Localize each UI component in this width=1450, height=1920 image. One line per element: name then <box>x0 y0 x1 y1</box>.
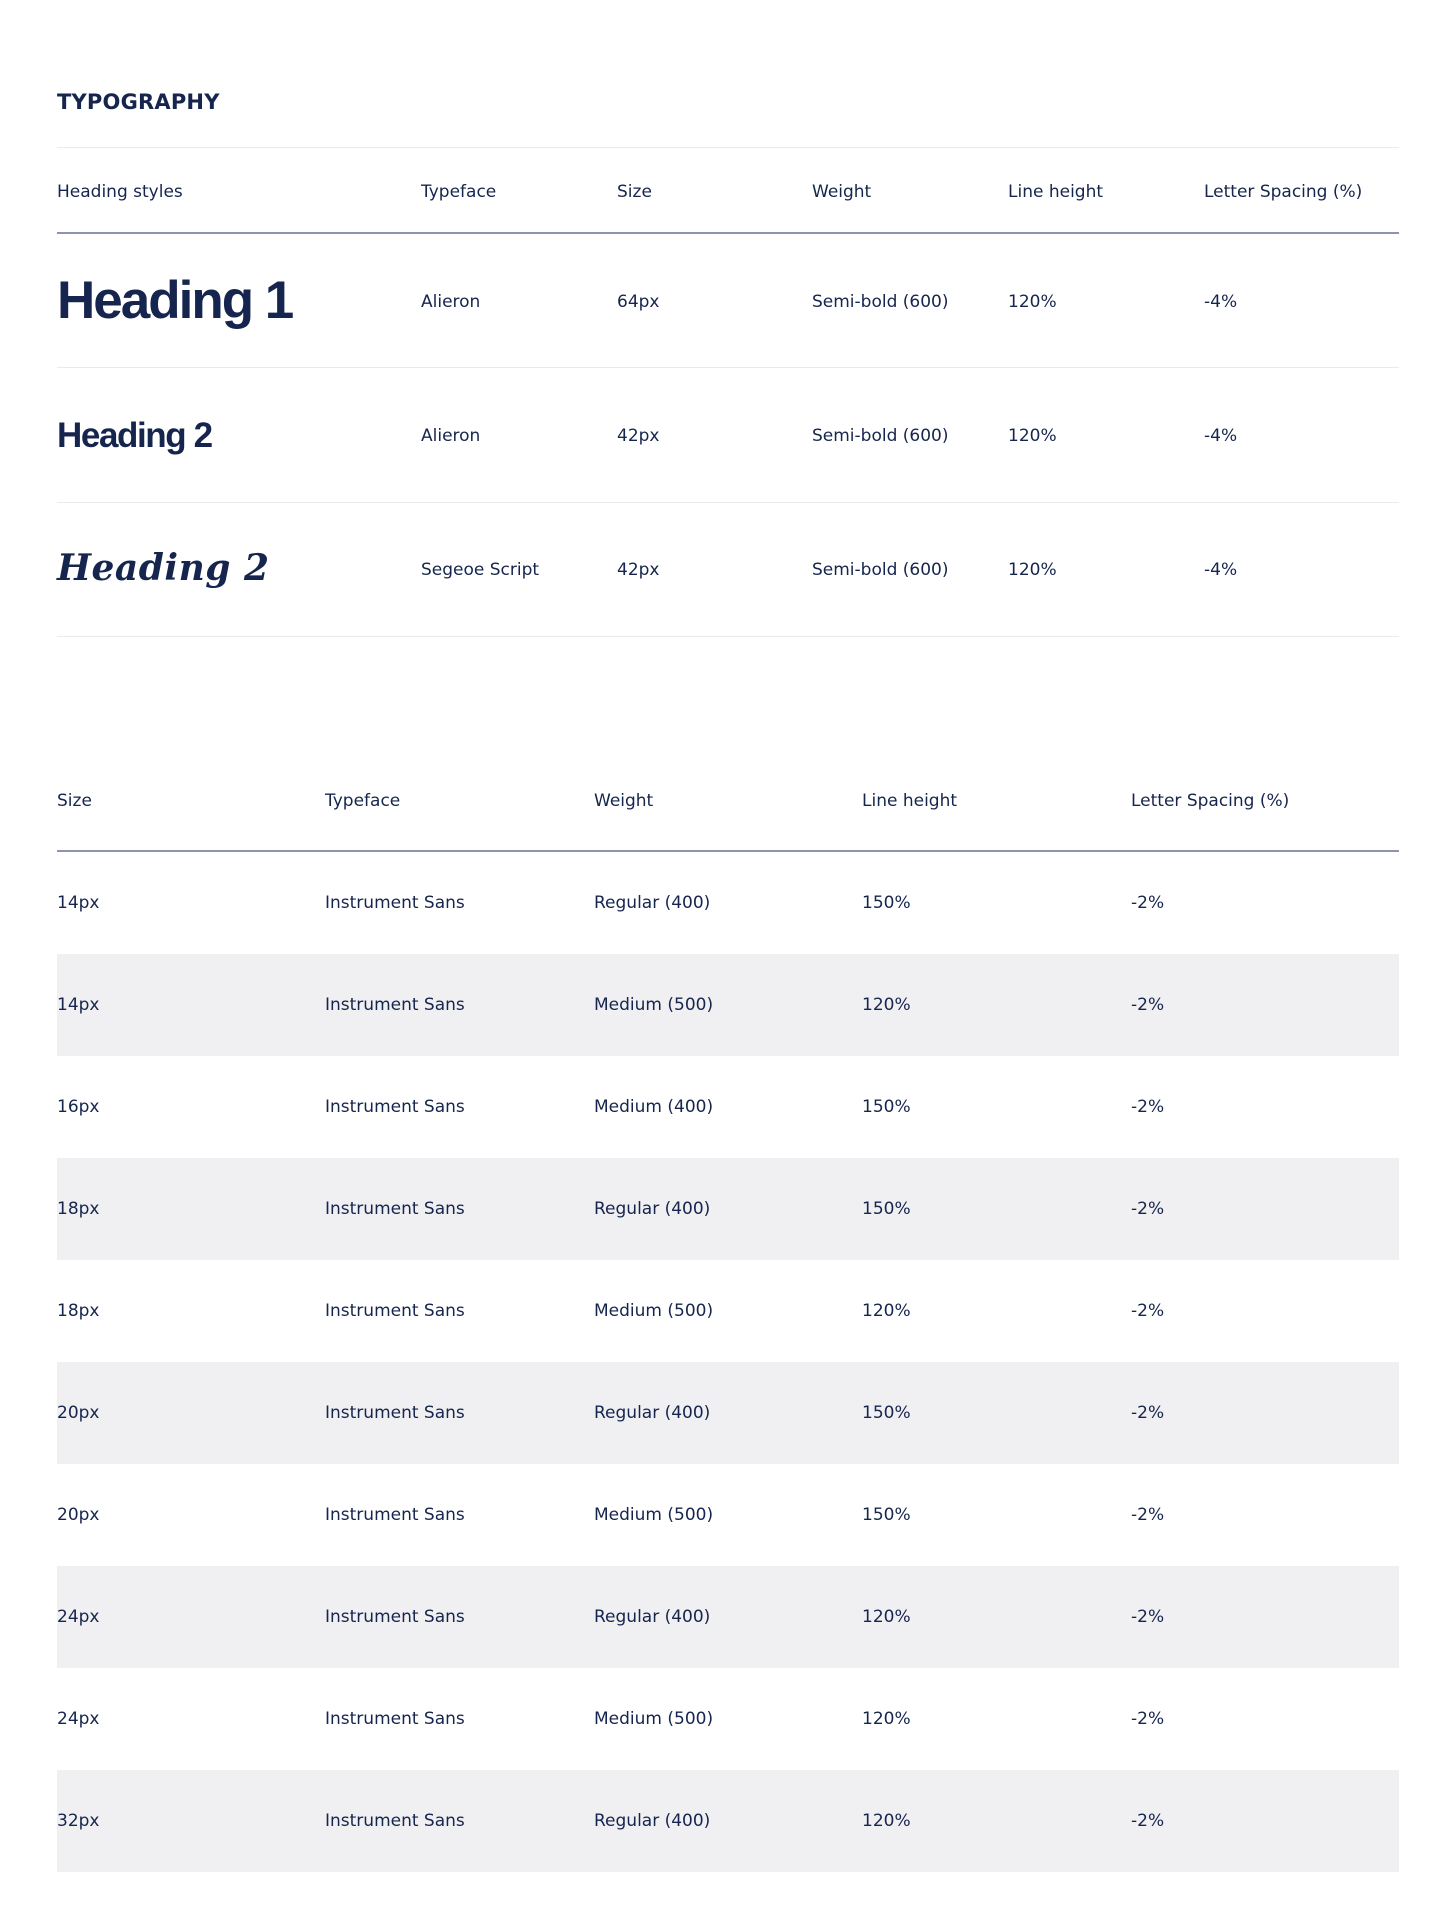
section-title: TYPOGRAPHY <box>57 90 220 114</box>
weight-cell: Regular (400) <box>594 1403 711 1423</box>
typeface-cell: Segeoe Script <box>421 560 540 580</box>
line-height-cell: 150% <box>862 1403 911 1423</box>
heading-1-sample: Heading 1 <box>57 271 293 330</box>
line-height-cell: 150% <box>862 1097 911 1117</box>
letter-spacing-cell: -2% <box>1131 893 1165 913</box>
letter-spacing-cell: -2% <box>1131 1607 1165 1627</box>
weight-cell: Medium (500) <box>594 1505 714 1525</box>
weight-cell: Medium (500) <box>594 1301 714 1321</box>
table-row <box>57 1464 1399 1566</box>
header-weight: Weight <box>594 791 654 811</box>
size-cell: 14px <box>57 893 100 913</box>
heading-2-sample: Heading 2 <box>57 416 212 455</box>
size-cell: 16px <box>57 1097 100 1117</box>
typeface-cell: Instrument Sans <box>325 1505 465 1525</box>
size-cell: 18px <box>57 1199 100 1219</box>
header-typeface: Typeface <box>421 182 497 202</box>
typeface-cell: Instrument Sans <box>325 995 465 1015</box>
table-row <box>57 1158 1399 1260</box>
line-height-cell: 150% <box>862 1199 911 1219</box>
size-cell: 42px <box>617 426 660 446</box>
line-height-cell: 120% <box>862 1811 911 1831</box>
letter-spacing-cell: -4% <box>1204 292 1238 312</box>
typeface-cell: Instrument Sans <box>325 1199 465 1219</box>
header-weight: Weight <box>812 182 872 202</box>
letter-spacing-cell: -2% <box>1131 1403 1165 1423</box>
typeface-cell: Instrument Sans <box>325 1097 465 1117</box>
typeface-cell: Instrument Sans <box>325 893 465 913</box>
typeface-cell: Instrument Sans <box>325 1811 465 1831</box>
header-line-height: Line height <box>862 791 958 811</box>
header-typeface: Typeface <box>325 791 401 811</box>
weight-cell: Semi-bold (600) <box>812 560 949 580</box>
line-height-cell: 150% <box>862 893 911 913</box>
size-cell: 32px <box>57 1811 100 1831</box>
letter-spacing-cell: -2% <box>1131 1199 1165 1219</box>
typeface-cell: Alieron <box>421 426 481 446</box>
line-height-cell: 120% <box>1008 426 1057 446</box>
size-cell: 24px <box>57 1607 100 1627</box>
table-row <box>57 852 1399 954</box>
header-size: Size <box>617 182 652 202</box>
header-divider <box>57 232 1399 234</box>
typeface-cell: Alieron <box>421 292 481 312</box>
size-cell: 20px <box>57 1505 100 1525</box>
letter-spacing-cell: -2% <box>1131 1811 1165 1831</box>
table-row <box>57 1566 1399 1668</box>
line-height-cell: 120% <box>1008 292 1057 312</box>
table-row <box>57 954 1399 1056</box>
line-height-cell: 120% <box>862 1301 911 1321</box>
divider <box>57 147 1399 148</box>
table-row <box>57 1770 1399 1872</box>
size-cell: 42px <box>617 560 660 580</box>
row-divider <box>57 367 1399 368</box>
letter-spacing-cell: -4% <box>1204 560 1238 580</box>
header-line-height: Line height <box>1008 182 1104 202</box>
size-cell: 20px <box>57 1403 100 1423</box>
size-cell: 18px <box>57 1301 100 1321</box>
weight-cell: Regular (400) <box>594 1811 711 1831</box>
weight-cell: Regular (400) <box>594 1199 711 1219</box>
typeface-cell: Instrument Sans <box>325 1709 465 1729</box>
table-row <box>57 1362 1399 1464</box>
letter-spacing-cell: -4% <box>1204 426 1238 446</box>
line-height-cell: 120% <box>1008 560 1057 580</box>
weight-cell: Medium (500) <box>594 995 714 1015</box>
letter-spacing-cell: -2% <box>1131 1709 1165 1729</box>
row-divider <box>57 502 1399 503</box>
table-row <box>57 1260 1399 1362</box>
letter-spacing-cell: -2% <box>1131 1301 1165 1321</box>
letter-spacing-cell: -2% <box>1131 1097 1165 1117</box>
weight-cell: Semi-bold (600) <box>812 292 949 312</box>
line-height-cell: 120% <box>862 1607 911 1627</box>
weight-cell: Medium (400) <box>594 1097 714 1117</box>
letter-spacing-cell: -2% <box>1131 1505 1165 1525</box>
letter-spacing-cell: -2% <box>1131 995 1165 1015</box>
header-letter-spacing: Letter Spacing (%) <box>1204 182 1363 202</box>
typeface-cell: Instrument Sans <box>325 1607 465 1627</box>
weight-cell: Medium (500) <box>594 1709 714 1729</box>
size-cell: 64px <box>617 292 660 312</box>
table-row <box>57 1668 1399 1770</box>
typeface-cell: Instrument Sans <box>325 1301 465 1321</box>
heading-2-script-sample: Heading 2 <box>57 547 270 589</box>
size-cell: 24px <box>57 1709 100 1729</box>
table-row <box>57 1056 1399 1158</box>
weight-cell: Regular (400) <box>594 893 711 913</box>
header-heading-styles: Heading styles <box>57 182 183 202</box>
weight-cell: Semi-bold (600) <box>812 426 949 446</box>
row-divider <box>57 636 1399 637</box>
header-letter-spacing: Letter Spacing (%) <box>1131 791 1290 811</box>
size-cell: 14px <box>57 995 100 1015</box>
line-height-cell: 120% <box>862 995 911 1015</box>
typeface-cell: Instrument Sans <box>325 1403 465 1423</box>
header-size: Size <box>57 791 92 811</box>
line-height-cell: 120% <box>862 1709 911 1729</box>
line-height-cell: 150% <box>862 1505 911 1525</box>
weight-cell: Regular (400) <box>594 1607 711 1627</box>
